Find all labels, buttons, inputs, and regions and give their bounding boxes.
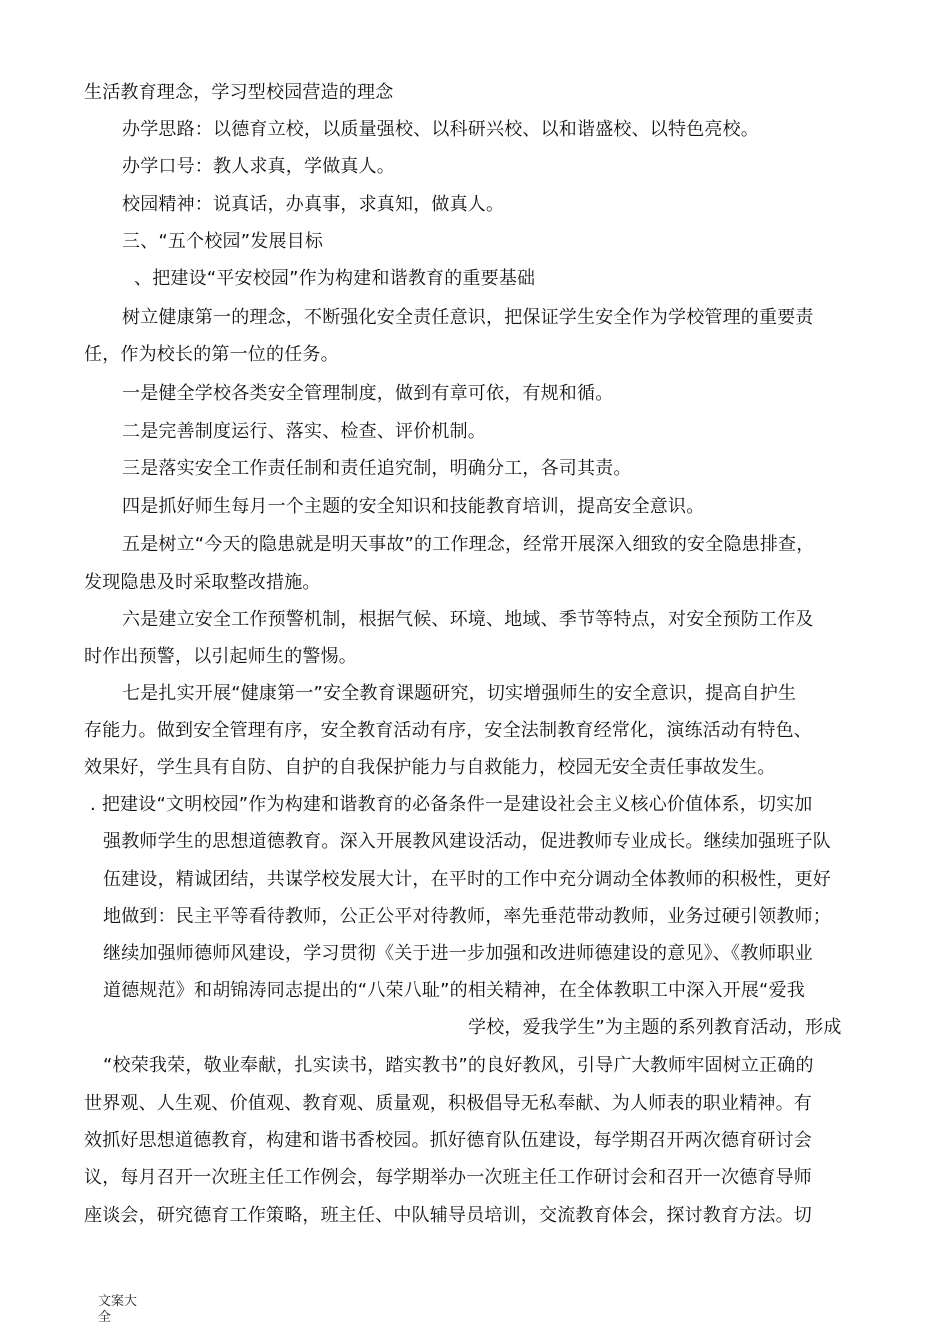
text-line: 树立健康第一的理念，不断强化安全责任意识，把保证学生安全作为学校管理的重要责 bbox=[122, 307, 814, 328]
text-line: 效抓好思想道德教育，构建和谐书香校园。抓好德育队伍建设，每学期召开两次德育研讨会 bbox=[84, 1130, 812, 1151]
text-line: 校园精神：说真话，办真事，求真知，做真人。 bbox=[122, 194, 505, 215]
text-line: 议，每月召开一次班主任工作例会，每学期举办一次班主任工作研讨会和召开一次德育导师 bbox=[84, 1167, 812, 1188]
text-line: . 把建设“文明校园”作为构建和谐教育的必备条件一是建设社会主义核心价值体系，切实加 bbox=[90, 794, 813, 815]
text-line: 时作出预警，以引起师生的警惕。 bbox=[84, 646, 357, 667]
text-line: 继续加强师德师风建设，学习贯彻《关于进一步加强和改进师德建设的意见》、《教师职业 bbox=[103, 943, 813, 964]
text-line: 生活教育理念，学习型校园营造的理念 bbox=[84, 82, 394, 103]
text-line: “校荣我荣，敬业奉献，扎实读书，踏实教书”的良好教风，引导广大教师牢固树立正确的 bbox=[103, 1055, 814, 1076]
subsection-heading: 、把建设“平安校园”作为构建和谐教育的重要基础 bbox=[134, 268, 536, 289]
text-line: 七是扎实开展“健康第一”安全教育课题研究，切实增强师生的安全意识，提高自护生 bbox=[122, 683, 797, 704]
text-line: 任，作为校长的第一位的任务。 bbox=[84, 344, 339, 365]
text-line: 三是落实安全工作责任制和责任追究制，明确分工，各司其责。 bbox=[122, 458, 632, 479]
text-line: 办学口号：教人求真，学做真人。 bbox=[122, 156, 395, 177]
text-line: 地做到：民主平等看待教师，公正公平对待教师，率先垂范带动教师，业务过硬引领教师； bbox=[103, 906, 831, 927]
text-line: 一是健全学校各类安全管理制度，做到有章可依，有规和循。 bbox=[122, 383, 614, 404]
text-line: 存能力。做到安全管理有序，安全教育活动有序，安全法制教育经常化，演练活动有特色、 bbox=[84, 720, 812, 741]
text-line: 办学思路：以德育立校，以质量强校、以科研兴校、以和谐盛校、以特色亮校。 bbox=[122, 119, 759, 140]
text-line: 伍建设，精诚团结，共谋学校发展大计，在平时的工作中充分调动全体教师的积极性，更好 bbox=[103, 869, 831, 890]
text-line: 座谈会，研究德育工作策略，班主任、中队辅导员培训，交流教育体会，探讨教育方法。切 bbox=[84, 1205, 812, 1226]
text-line: 四是抓好师生每月一个主题的安全知识和技能教育培训，提高安全意识。 bbox=[122, 496, 705, 517]
text-line: 学校，爱我学生”为主题的系列教育活动，形成 bbox=[468, 1017, 842, 1038]
section-heading: 三、“五个校园”发展目标 bbox=[122, 231, 324, 252]
text-line: 五是树立“今天的隐患就是明天事故”的工作理念，经常开展深入细致的安全隐患排查， bbox=[122, 534, 815, 555]
text-line: 六是建立安全工作预警机制，根据气候、环境、地域、季节等特点，对安全预防工作及 bbox=[122, 609, 814, 630]
text-line: 二是完善制度运行、落实、检查、评价机制。 bbox=[122, 421, 486, 442]
text-line: 世界观、人生观、价值观、教育观、质量观，积极倡导无私奉献、为人师表的职业精神。有 bbox=[84, 1093, 812, 1114]
footer-text: 文案大全 bbox=[98, 1294, 138, 1325]
text-line: 强教师学生的思想道德教育。深入开展教风建设活动，促进教师专业成长。继续加强班子队 bbox=[103, 831, 831, 852]
text-line: 道德规范》和胡锦涛同志提出的“八荣八耻”的相关精神，在全体教职工中深入开展“爱我 bbox=[103, 980, 805, 1001]
text-line: 效果好，学生具有自防、自护的自我保护能力与自救能力，校园无安全责任事故发生。 bbox=[84, 757, 776, 778]
text-line: 发现隐患及时采取整改措施。 bbox=[84, 572, 321, 593]
